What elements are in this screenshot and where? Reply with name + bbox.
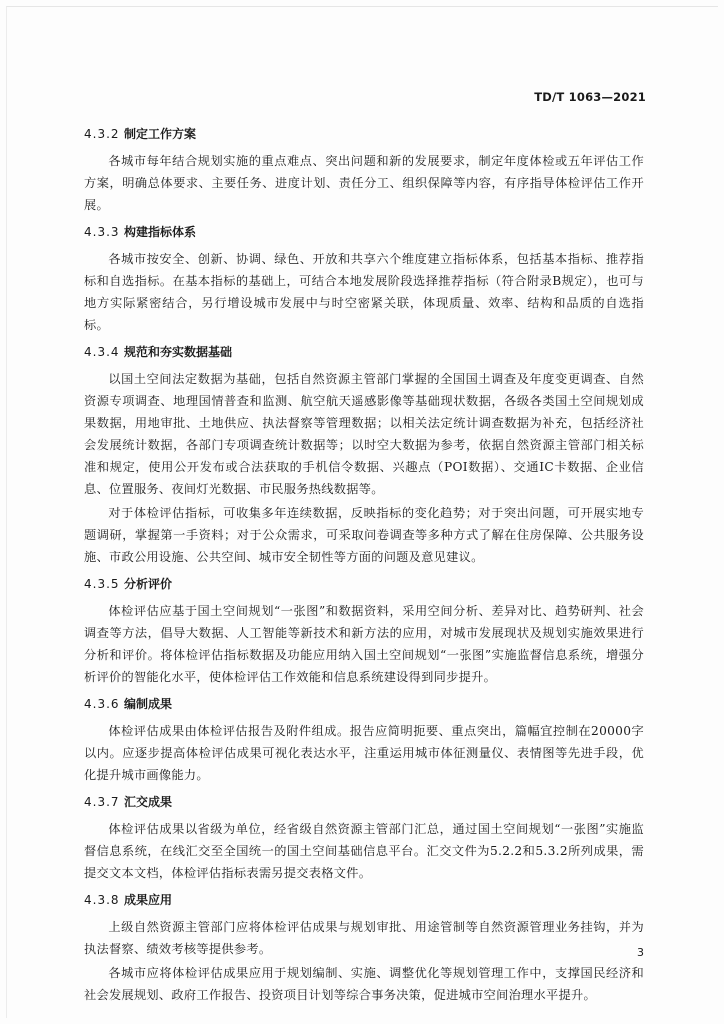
paragraph: 上级自然资源主管部门应将体检评估成果与规划审批、用途管制等自然资源管理业务挂钩，并为执法督察、绩效考核等提供参考。 xyxy=(84,920,644,956)
page-number: 3 xyxy=(637,946,644,959)
document-body xyxy=(84,118,644,1008)
paragraph: 各城市每年结合规划实施的重点难点、突出问题和新的发展要求，制定年度体检或五年评估工作方案，明确总体要求、主要任务、进度计划、责任分工、组织保障等内容，有序指导体检评估工作开展。 xyxy=(84,154,644,212)
section-heading xyxy=(84,124,644,144)
section-title: 编制成果 xyxy=(124,697,173,711)
section-heading xyxy=(84,222,644,242)
paragraph: 各城市按安全、创新、协调、绿色、开放和共享六个维度建立指标体系，包括基本指标、推荐指标和自选指标。在基本指标的基础上，可结合本地发展阶段选择推荐指标（符合附录B规定），也可与地方实际紧密结合，另行增设城市发展中与时空密紧关联，体现质量、效率、结构和品质的自选指标。 xyxy=(84,252,644,332)
section-number: 4.3.3 xyxy=(84,225,120,239)
section-number: 4.3.2 xyxy=(84,127,120,141)
section-heading xyxy=(84,792,644,812)
paragraph: 对于体检评估指标，可收集多年连续数据，反映指标的变化趋势；对于突出问题，可开展实地专题调研，掌握第一手资料；对于公众需求，可采取问卷调查等多种方式了解在住房保障、公共服务设施、市政公用设施、公共空间、城市安全韧性等方面的问题及意见建议。 xyxy=(84,506,644,564)
section-heading xyxy=(84,342,644,362)
section-4-3-8 xyxy=(84,890,644,1006)
paragraph: 以国土空间法定数据为基础，包括自然资源主管部门掌握的全国国土调查及年度变更调查、自然资源专项调查、地理国情普查和监测、航空航天遥感影像等基础现状数据，各级各类国土空间规划成果数据，用地审批、土地供应、执法督察等管理数据；以相关法定统计调查数据为补充，包括经济社会发展统计数据，各部门专项调查统计数据等；以时空大数据为参考，依据自然资源主管部门相关标准和规定，使用公开发布或合法获取的手机信令数据、兴趣点（POI数据）、交通IC卡数据、企业信息、位置服务、夜间灯光数据、市民服务热线数据等。 xyxy=(84,372,644,496)
section-4-3-6 xyxy=(84,694,644,786)
section-title: 成果应用 xyxy=(124,893,173,907)
document-code: TD/T 1063—2021 xyxy=(534,90,646,104)
section-title: 规范和夯实数据基础 xyxy=(124,345,233,359)
section-title: 分析评价 xyxy=(124,577,173,591)
section-number: 4.3.4 xyxy=(84,345,120,359)
section-number: 4.3.6 xyxy=(84,697,120,711)
section-heading xyxy=(84,694,644,714)
section-number: 4.3.8 xyxy=(84,893,120,907)
section-title: 汇交成果 xyxy=(124,795,173,809)
section-heading xyxy=(84,890,644,910)
paragraph: 体检评估成果由体检评估报告及附件组成。报告应简明扼要、重点突出，篇幅宜控制在20000字以内。应逐步提高体检评估成果可视化表达水平，注重运用城市体征测量仪、表情图等先进手段，优化提升城市画像能力。 xyxy=(84,724,644,782)
section-4-3-7 xyxy=(84,792,644,884)
section-4-3-3 xyxy=(84,222,644,336)
section-title: 制定工作方案 xyxy=(124,127,197,141)
section-4-3-5 xyxy=(84,574,644,688)
section-number: 4.3.5 xyxy=(84,577,120,591)
paragraph: 各城市应将体检评估成果应用于规划编制、实施、调整优化等规划管理工作中，支撑国民经济和社会发展规划、政府工作报告、投资项目计划等综合事务决策，促进城市空间治理水平提升。 xyxy=(84,966,644,1002)
paragraph: 体检评估成果以省级为单位，经省级自然资源主管部门汇总，通过国土空间规划“一张图”实施监督信息系统，在线汇交至全国统一的国土空间基础信息平台。汇交文件为5.2.2和5.3.2所列成果，需提交文本文档，体检评估指标表需另提交表格文件。 xyxy=(84,822,644,880)
paragraph: 体检评估应基于国土空间规划“一张图”和数据资料，采用空间分析、差异对比、趋势研判、社会调查等方法，倡导大数据、人工智能等新技术和新方法的应用，对城市发展现状及规划实施效果进行分析和评价。将体检评估指标数据及功能应用纳入国土空间规划“一张图”实施监督信息系统，增强分析评价的智能化水平，使体检评估工作效能和信息系统建设得到同步提升。 xyxy=(84,604,644,684)
section-4-3-2 xyxy=(84,124,644,216)
section-heading xyxy=(84,574,644,594)
section-4-3-4 xyxy=(84,342,644,568)
section-number: 4.3.7 xyxy=(84,795,120,809)
section-title: 构建指标体系 xyxy=(124,225,197,239)
